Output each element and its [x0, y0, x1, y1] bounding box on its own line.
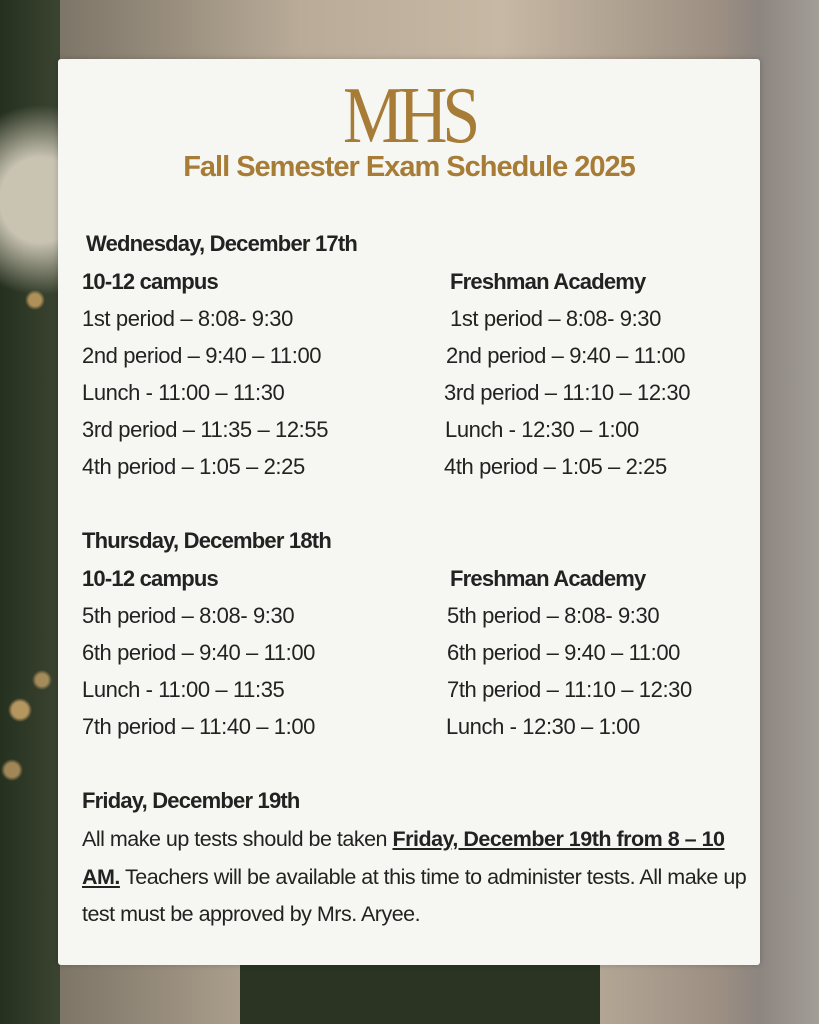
thu-left-heading: 10-12 campus	[82, 566, 218, 591]
makeup-note-text: All make up tests should be taken	[82, 827, 393, 851]
school-logo: MHS	[342, 72, 476, 160]
wed-left-heading: 10-12 campus	[82, 269, 218, 294]
schedule-card	[58, 59, 760, 965]
makeup-date-emphasis: Friday, December 19th from 8 – 10 AM.	[82, 827, 725, 889]
schedule-row: Lunch - 11:00 – 11:30	[82, 380, 285, 405]
thu-right-heading: Freshman Academy	[450, 566, 646, 591]
schedule-row: 3rd period – 11:35 – 12:55	[82, 417, 329, 442]
background-decoration	[240, 965, 600, 1024]
schedule-row: 7th period – 11:10 – 12:30	[447, 677, 692, 702]
friday-heading: Friday, December 19th	[82, 788, 300, 813]
schedule-row: 6th period – 9:40 – 11:00	[82, 640, 316, 665]
makeup-note	[82, 821, 762, 934]
wednesday-heading: Wednesday, December 17th	[86, 231, 357, 256]
schedule-row: 5th period – 8:08- 9:30	[82, 603, 295, 628]
thursday-heading: Thursday, December 18th	[82, 528, 331, 553]
schedule-row: 3rd period – 11:10 – 12:30	[444, 380, 691, 405]
schedule-row: 2nd period – 9:40 – 11:00	[446, 343, 686, 368]
schedule-row: 5th period – 8:08- 9:30	[447, 603, 660, 628]
schedule-row: 6th period – 9:40 – 11:00	[447, 640, 681, 665]
page-title: Fall Semester Exam Schedule 2025	[183, 151, 635, 183]
schedule-row: Lunch - 12:30 – 1:00	[446, 714, 640, 739]
schedule-row: 2nd period – 9:40 – 11:00	[82, 343, 322, 368]
schedule-row: 4th period – 1:05 – 2:25	[444, 454, 667, 479]
schedule-row: 1st period – 8:08- 9:30	[450, 306, 661, 331]
makeup-note-text-2: Teachers will be available at this time to administer tests. All make up test must be approved by Mrs. Aryee.	[82, 864, 747, 926]
schedule-row: Lunch - 12:30 – 1:00	[445, 417, 639, 442]
wed-right-heading: Freshman Academy	[450, 269, 646, 294]
schedule-row: 7th period – 11:40 – 1:00	[82, 714, 316, 739]
schedule-row: Lunch - 11:00 – 11:35	[82, 677, 285, 702]
schedule-row: 1st period – 8:08- 9:30	[82, 306, 293, 331]
schedule-row: 4th period – 1:05 – 2:25	[82, 454, 305, 479]
